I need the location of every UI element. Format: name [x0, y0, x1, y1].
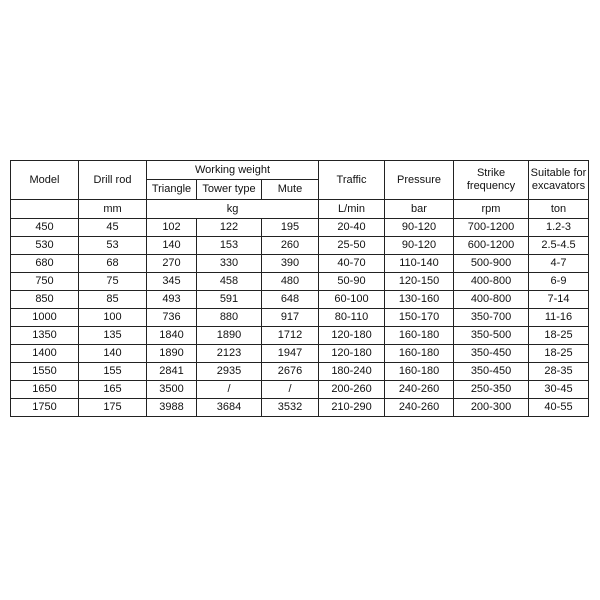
cell-strike-frequency: 700-1200: [454, 219, 529, 237]
table-body: [11, 219, 589, 417]
cell-traffic: 20-40: [319, 219, 385, 237]
cell-triangle: 736: [147, 309, 197, 327]
header-pressure: Pressure: [385, 161, 454, 200]
cell-pressure: 90-120: [385, 237, 454, 255]
cell-traffic: 180-240: [319, 363, 385, 381]
cell-suitable-for-excavators: 28-35: [529, 363, 589, 381]
cell-traffic: 120-180: [319, 327, 385, 345]
header-working-weight: Working weight: [147, 161, 319, 180]
table-row: [11, 273, 589, 291]
table-row: [11, 363, 589, 381]
cell-strike-frequency: 250-350: [454, 381, 529, 399]
cell-model: 450: [11, 219, 79, 237]
cell-suitable-for-excavators: 7-14: [529, 291, 589, 309]
cell-tower-type: 458: [197, 273, 262, 291]
cell-mute: /: [262, 381, 319, 399]
unit-traffic: L/min: [319, 200, 385, 219]
cell-triangle: 1890: [147, 345, 197, 363]
cell-traffic: 80-110: [319, 309, 385, 327]
cell-traffic: 40-70: [319, 255, 385, 273]
header-row-1: [11, 161, 589, 180]
cell-mute: 260: [262, 237, 319, 255]
cell-mute: 480: [262, 273, 319, 291]
cell-triangle: 3500: [147, 381, 197, 399]
table-row: [11, 381, 589, 399]
cell-strike-frequency: 350-500: [454, 327, 529, 345]
cell-tower-type: 1890: [197, 327, 262, 345]
cell-pressure: 160-180: [385, 327, 454, 345]
cell-traffic: 60-100: [319, 291, 385, 309]
cell-pressure: 90-120: [385, 219, 454, 237]
cell-strike-frequency: 500-900: [454, 255, 529, 273]
cell-mute: 1712: [262, 327, 319, 345]
cell-tower-type: /: [197, 381, 262, 399]
cell-tower-type: 330: [197, 255, 262, 273]
cell-drill-rod: 140: [79, 345, 147, 363]
cell-drill-rod: 53: [79, 237, 147, 255]
header-suitable-for-excavators: Suitable for excavators: [529, 161, 589, 200]
cell-tower-type: 880: [197, 309, 262, 327]
cell-suitable-for-excavators: 2.5-4.5: [529, 237, 589, 255]
cell-drill-rod: 165: [79, 381, 147, 399]
cell-traffic: 210-290: [319, 399, 385, 417]
cell-model: 850: [11, 291, 79, 309]
cell-model: 1550: [11, 363, 79, 381]
cell-pressure: 130-160: [385, 291, 454, 309]
unit-working-weight: kg: [147, 200, 319, 219]
unit-model-empty: [11, 200, 79, 219]
cell-suitable-for-excavators: 30-45: [529, 381, 589, 399]
cell-traffic: 25-50: [319, 237, 385, 255]
cell-drill-rod: 68: [79, 255, 147, 273]
cell-pressure: 240-260: [385, 399, 454, 417]
cell-triangle: 3988: [147, 399, 197, 417]
cell-pressure: 160-180: [385, 345, 454, 363]
units-row: [11, 200, 589, 219]
cell-drill-rod: 135: [79, 327, 147, 345]
cell-traffic: 50-90: [319, 273, 385, 291]
cell-triangle: 140: [147, 237, 197, 255]
cell-strike-frequency: 400-800: [454, 291, 529, 309]
cell-suitable-for-excavators: 18-25: [529, 327, 589, 345]
unit-drill-rod: mm: [79, 200, 147, 219]
cell-strike-frequency: 350-700: [454, 309, 529, 327]
cell-model: 1400: [11, 345, 79, 363]
table-row: [11, 219, 589, 237]
cell-tower-type: 122: [197, 219, 262, 237]
table-row: [11, 291, 589, 309]
cell-drill-rod: 45: [79, 219, 147, 237]
cell-model: 1000: [11, 309, 79, 327]
header-tower-type: Tower type: [197, 180, 262, 200]
table-row: [11, 399, 589, 417]
table-row: [11, 255, 589, 273]
cell-drill-rod: 155: [79, 363, 147, 381]
cell-pressure: 110-140: [385, 255, 454, 273]
cell-tower-type: 153: [197, 237, 262, 255]
table-row: [11, 327, 589, 345]
cell-triangle: 2841: [147, 363, 197, 381]
cell-suitable-for-excavators: 6-9: [529, 273, 589, 291]
table-row: [11, 309, 589, 327]
cell-tower-type: 3684: [197, 399, 262, 417]
cell-triangle: 493: [147, 291, 197, 309]
header-triangle: Triangle: [147, 180, 197, 200]
cell-suitable-for-excavators: 40-55: [529, 399, 589, 417]
cell-pressure: 160-180: [385, 363, 454, 381]
cell-drill-rod: 75: [79, 273, 147, 291]
cell-suitable-for-excavators: 11-16: [529, 309, 589, 327]
cell-drill-rod: 175: [79, 399, 147, 417]
cell-pressure: 120-150: [385, 273, 454, 291]
cell-mute: 3532: [262, 399, 319, 417]
cell-mute: 195: [262, 219, 319, 237]
cell-triangle: 102: [147, 219, 197, 237]
cell-traffic: 200-260: [319, 381, 385, 399]
cell-model: 750: [11, 273, 79, 291]
unit-strike-frequency: rpm: [454, 200, 529, 219]
cell-model: 1350: [11, 327, 79, 345]
cell-model: 530: [11, 237, 79, 255]
cell-tower-type: 2123: [197, 345, 262, 363]
cell-mute: 648: [262, 291, 319, 309]
header-traffic: Traffic: [319, 161, 385, 200]
cell-mute: 390: [262, 255, 319, 273]
cell-tower-type: 591: [197, 291, 262, 309]
table-row: [11, 237, 589, 255]
header-strike-frequency: Strike frequency: [454, 161, 529, 200]
cell-traffic: 120-180: [319, 345, 385, 363]
cell-strike-frequency: 350-450: [454, 345, 529, 363]
unit-suitable-for-excavators: ton: [529, 200, 589, 219]
unit-pressure: bar: [385, 200, 454, 219]
cell-suitable-for-excavators: 1.2-3: [529, 219, 589, 237]
cell-strike-frequency: 400-800: [454, 273, 529, 291]
cell-pressure: 150-170: [385, 309, 454, 327]
header-drill-rod: Drill rod: [79, 161, 147, 200]
cell-model: 1750: [11, 399, 79, 417]
cell-model: 680: [11, 255, 79, 273]
cell-drill-rod: 100: [79, 309, 147, 327]
cell-triangle: 270: [147, 255, 197, 273]
cell-pressure: 240-260: [385, 381, 454, 399]
table-row: [11, 345, 589, 363]
cell-tower-type: 2935: [197, 363, 262, 381]
cell-suitable-for-excavators: 4-7: [529, 255, 589, 273]
header-model: Model: [11, 161, 79, 200]
cell-model: 1650: [11, 381, 79, 399]
cell-mute: 1947: [262, 345, 319, 363]
cell-suitable-for-excavators: 18-25: [529, 345, 589, 363]
cell-drill-rod: 85: [79, 291, 147, 309]
cell-triangle: 1840: [147, 327, 197, 345]
header-mute: Mute: [262, 180, 319, 200]
cell-strike-frequency: 350-450: [454, 363, 529, 381]
cell-strike-frequency: 200-300: [454, 399, 529, 417]
cell-mute: 2676: [262, 363, 319, 381]
table-header: [11, 161, 589, 219]
cell-mute: 917: [262, 309, 319, 327]
spec-table: [10, 160, 589, 417]
cell-strike-frequency: 600-1200: [454, 237, 529, 255]
cell-triangle: 345: [147, 273, 197, 291]
